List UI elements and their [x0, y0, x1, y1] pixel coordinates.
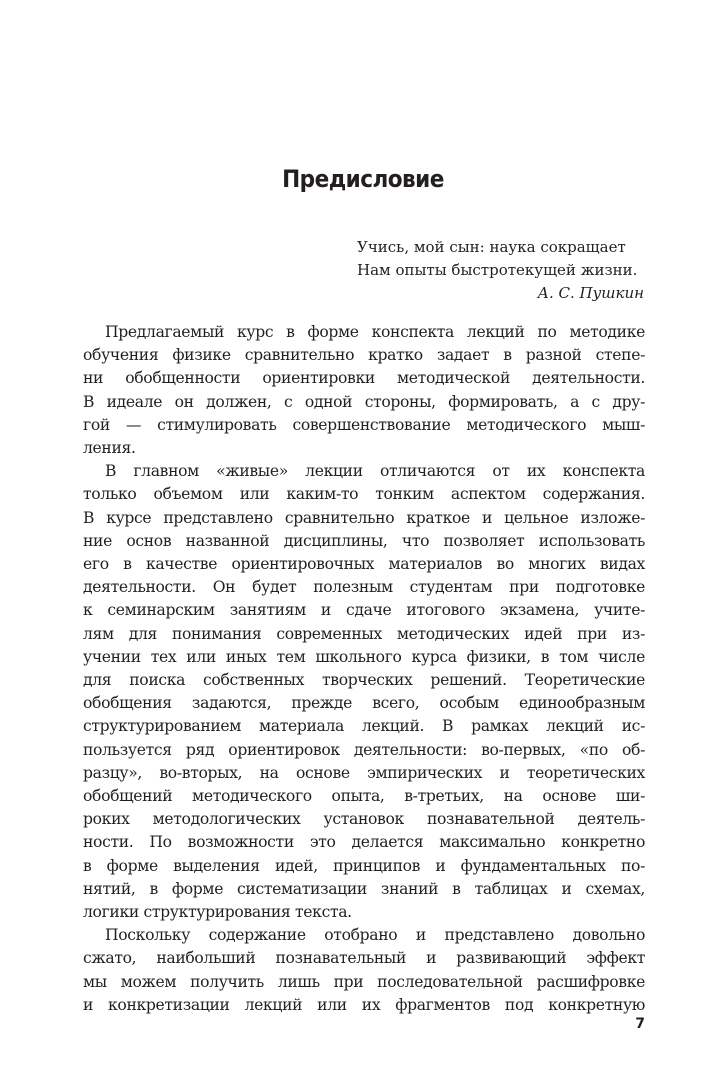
- epigraph-line: Учись, мой сын: наука сокращает: [357, 238, 626, 256]
- epigraph: [357, 236, 644, 305]
- text-line: Предлагаемый курс в форме конспекта лекций по методике: [105, 323, 645, 341]
- paragraph: [83, 321, 645, 460]
- text-line: обобщения задаются, прежде всего, особым единообразным: [83, 694, 645, 713]
- text-line: для поиска собственных творческих решений. Теоретические: [83, 671, 645, 690]
- paragraph: [83, 460, 645, 924]
- epigraph-line: Нам опыты быстротекущей жизни.: [357, 261, 638, 279]
- text-line: логики структурирования текста.: [83, 903, 352, 922]
- paragraph: [83, 924, 645, 1017]
- text-line: к семинарским занятиям и сдаче итогового экзамена, учите-: [83, 601, 645, 620]
- text-line: деятельности. Он будет полезным студентам при подготовке: [83, 578, 645, 597]
- text-line: его в качестве ориентировочных материалов во многих видах: [83, 555, 645, 574]
- text-line: роких методологических установок познавательной деятель-: [83, 810, 645, 829]
- text-line: В курсе представлено сравнительно краткое и цельное изложе-: [83, 508, 645, 527]
- text-line: и конкретизации лекций или их фрагментов под конкретную: [83, 995, 645, 1014]
- text-line: только объемом или каким-то тонким аспектом содержания.: [83, 485, 645, 504]
- chapter-heading: Предисловие: [282, 165, 444, 193]
- text-line: Поскольку содержание отобрано и представлено довольно: [105, 926, 645, 945]
- text-line: ние основ названной дисциплины, что позволяет использовать: [83, 531, 645, 550]
- text-line: обучения физике сравнительно кратко задает в разной степе-: [83, 346, 645, 365]
- text-line: сжато, наибольший познавательный и развивающий эффект: [83, 949, 645, 968]
- text-line: ни обобщенности ориентировки методической деятельности.: [83, 369, 645, 388]
- text-line: учении тех или иных тем школьного курса физики, в том числе: [83, 647, 645, 666]
- text-line: ности. По возможности это делается максимально конкретно: [83, 833, 645, 852]
- text-line: нятий, в форме систематизации знаний в таблицах и схемах,: [83, 879, 645, 898]
- text-line: В главном «живые» лекции отличаются от их конспекта: [105, 462, 645, 481]
- text-line: мы можем получить лишь при последовательной расшифровке: [83, 972, 645, 991]
- epigraph-author: А. С. Пушкин: [537, 284, 644, 302]
- text-line: ления.: [83, 439, 136, 458]
- text-line: обобщений методического опыта, в-третьих, на основе ши-: [83, 787, 645, 806]
- text-line: гой — стимулировать совершенствование методического мыш-: [83, 415, 645, 434]
- text-line: разцу», во-вторых, на основе эмпирических и теоретических: [83, 763, 645, 782]
- text-line: лям для понимания современных методических идей при из-: [83, 624, 645, 643]
- text-line: структурированием материала лекций. В рамках лекций ис-: [83, 717, 645, 736]
- text-line: пользуется ряд ориентировок деятельности: во-первых, «по об-: [83, 740, 645, 759]
- text-line: В идеале он должен, с одной стороны, формировать, а с дру-: [83, 392, 645, 411]
- page-number: 7: [635, 1016, 645, 1032]
- body-text: [83, 321, 645, 1017]
- text-line: в форме выделения идей, принципов и фундаментальных по-: [83, 856, 645, 875]
